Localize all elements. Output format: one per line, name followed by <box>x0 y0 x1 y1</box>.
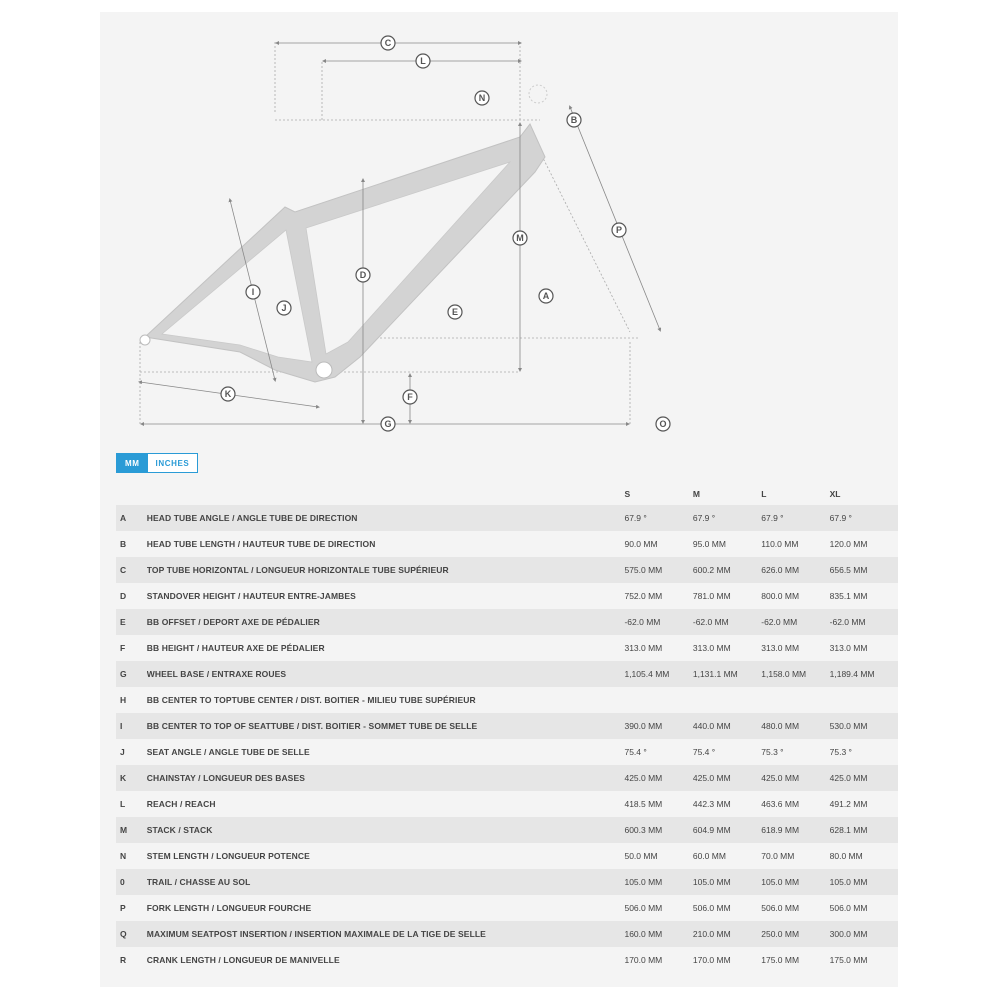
row-value-s: 600.3 MM <box>624 825 663 835</box>
row-value-s: 50.0 MM <box>624 851 658 861</box>
svg-text:I: I <box>251 287 255 297</box>
row-value-xl: 835.1 MM <box>829 591 868 601</box>
row-label: FORK LENGTH / LONGUEUR FOURCHE <box>146 903 312 913</box>
size-header-xl: XL <box>829 489 841 499</box>
row-value-m: 604.9 MM <box>692 825 731 835</box>
row-value-xl: 175.0 MM <box>829 955 868 965</box>
row-key: A <box>120 513 127 523</box>
row-value-s: 160.0 MM <box>624 929 663 939</box>
svg-text:M: M <box>516 233 524 243</box>
table-row <box>116 609 898 635</box>
marker-i <box>246 285 260 299</box>
row-value-l: 1,158.0 MM <box>761 669 807 679</box>
row-label: STACK / STACK <box>146 825 213 835</box>
marker-d <box>356 268 370 282</box>
table-row <box>116 713 898 739</box>
row-key: Q <box>120 929 127 939</box>
marker-g <box>381 417 395 431</box>
row-value-s: 75.4 ° <box>624 747 647 757</box>
row-value-xl: 313.0 MM <box>829 643 868 653</box>
marker-j <box>277 301 291 315</box>
row-value-l: 250.0 MM <box>761 929 800 939</box>
row-value-l: 506.0 MM <box>761 903 800 913</box>
row-label: BB HEIGHT / HAUTEUR AXE DE PÉDALIER <box>146 643 325 653</box>
unit-inches-button[interactable]: INCHES <box>148 454 198 472</box>
svg-text:O: O <box>659 419 667 429</box>
table-row <box>116 557 898 583</box>
row-value-l: 480.0 MM <box>761 721 800 731</box>
row-key: R <box>120 955 127 965</box>
row-key: H <box>120 695 127 705</box>
row-value-l: 626.0 MM <box>761 565 800 575</box>
row-value-xl: -62.0 MM <box>829 617 866 627</box>
table-row <box>116 921 898 947</box>
row-label: SEAT ANGLE / ANGLE TUBE DE SELLE <box>146 747 310 757</box>
svg-text:A: A <box>542 291 550 301</box>
row-value-m: 75.4 ° <box>692 747 716 757</box>
row-value-xl: 120.0 MM <box>829 539 868 549</box>
frame-geometry-diagram <box>100 12 898 442</box>
svg-text:L: L <box>420 56 426 66</box>
table-row <box>116 583 898 609</box>
table-row <box>116 687 898 713</box>
row-value-xl: 105.0 MM <box>829 877 868 887</box>
table-row <box>116 843 898 869</box>
row-value-m: 210.0 MM <box>692 929 731 939</box>
table-row <box>116 661 898 687</box>
row-label: BB OFFSET / DEPORT AXE DE PÉDALIER <box>146 617 320 627</box>
row-value-m: 313.0 MM <box>692 643 731 653</box>
row-value-m: 60.0 MM <box>692 851 726 861</box>
table-body <box>116 505 898 973</box>
row-value-l: 75.3 ° <box>761 747 784 757</box>
row-value-xl: 628.1 MM <box>829 825 868 835</box>
row-key: L <box>120 799 126 809</box>
svg-text:C: C <box>384 38 392 48</box>
row-value-s: 506.0 MM <box>624 903 663 913</box>
row-key: D <box>120 591 127 601</box>
row-value-m: 170.0 MM <box>692 955 731 965</box>
table-row <box>116 869 898 895</box>
row-key: P <box>120 903 126 913</box>
row-value-m: 67.9 ° <box>692 513 716 523</box>
table-row <box>116 635 898 661</box>
svg-text:B: B <box>570 115 578 125</box>
row-value-xl: 300.0 MM <box>829 929 868 939</box>
size-header-l: L <box>761 489 767 499</box>
row-value-l: 175.0 MM <box>761 955 800 965</box>
row-label: BB CENTER TO TOPTUBE CENTER / DIST. BOITIER - MILIEU TUBE SUPÉRIEUR <box>146 695 476 705</box>
row-key: K <box>120 773 127 783</box>
row-label: HEAD TUBE LENGTH / HAUTEUR TUBE DE DIRECTION <box>146 539 376 549</box>
row-value-m: 440.0 MM <box>692 721 731 731</box>
row-value-s: 67.9 ° <box>624 513 647 523</box>
marker-n <box>475 91 489 105</box>
row-label: STEM LENGTH / LONGUEUR POTENCE <box>146 851 310 861</box>
row-key: B <box>120 539 127 549</box>
row-value-xl: 530.0 MM <box>829 721 868 731</box>
size-header-m: M <box>692 489 700 499</box>
row-key: E <box>120 617 126 627</box>
unit-mm-button[interactable]: MM <box>117 454 148 472</box>
row-value-xl: 80.0 MM <box>829 851 863 861</box>
marker-p <box>612 223 626 237</box>
row-value-xl: 1,189.4 MM <box>829 669 875 679</box>
svg-text:N: N <box>478 93 486 103</box>
table-row <box>116 739 898 765</box>
row-key: I <box>120 721 123 731</box>
row-value-m: 600.2 MM <box>692 565 731 575</box>
marker-b <box>567 113 581 127</box>
marker-m <box>513 231 527 245</box>
bike-frame <box>140 85 547 382</box>
row-value-s: 105.0 MM <box>624 877 663 887</box>
row-value-s: 170.0 MM <box>624 955 663 965</box>
row-label: HEAD TUBE ANGLE / ANGLE TUBE DE DIRECTION <box>146 513 358 523</box>
marker-o <box>656 417 670 431</box>
row-label: BB CENTER TO TOP OF SEATTUBE / DIST. BOITIER - SOMMET TUBE DE SELLE <box>146 721 478 731</box>
row-value-xl: 656.5 MM <box>829 565 868 575</box>
row-value-s: 425.0 MM <box>624 773 663 783</box>
row-value-l: 463.6 MM <box>761 799 800 809</box>
row-value-m: 506.0 MM <box>692 903 731 913</box>
row-value-s: 1,105.4 MM <box>624 669 670 679</box>
marker-k <box>221 387 235 401</box>
row-label: CHAINSTAY / LONGUEUR DES BASES <box>146 773 305 783</box>
row-label: MAXIMUM SEATPOST INSERTION / INSERTION MAXIMALE DE LA TIGE DE SELLE <box>146 929 486 939</box>
row-value-xl: 425.0 MM <box>829 773 868 783</box>
row-value-xl: 506.0 MM <box>829 903 868 913</box>
svg-text:K: K <box>224 389 232 399</box>
row-value-l: 800.0 MM <box>761 591 800 601</box>
row-value-s: 418.5 MM <box>624 799 663 809</box>
row-label: TOP TUBE HORIZONTAL / LONGUEUR HORIZONTALE TUBE SUPÉRIEUR <box>146 565 449 575</box>
row-value-l: 67.9 ° <box>761 513 784 523</box>
row-value-m: 95.0 MM <box>692 539 726 549</box>
size-header-s: S <box>624 489 631 499</box>
svg-text:D: D <box>359 270 367 280</box>
row-label: WHEEL BASE / ENTRAXE ROUES <box>146 669 287 679</box>
row-key: G <box>120 669 127 679</box>
row-value-s: 313.0 MM <box>624 643 663 653</box>
row-label: REACH / REACH <box>146 799 216 809</box>
row-label: TRAIL / CHASSE AU SOL <box>146 877 251 887</box>
row-value-xl: 491.2 MM <box>829 799 868 809</box>
row-value-l: 70.0 MM <box>761 851 795 861</box>
row-value-m: 1,131.1 MM <box>692 669 738 679</box>
row-key: M <box>120 825 128 835</box>
row-value-l: 618.9 MM <box>761 825 800 835</box>
svg-text:E: E <box>451 307 459 317</box>
row-value-s: 575.0 MM <box>624 565 663 575</box>
marker-c <box>381 36 395 50</box>
row-value-s: 752.0 MM <box>624 591 663 601</box>
table-row <box>116 947 898 973</box>
geometry-table <box>116 483 898 973</box>
row-value-m: 781.0 MM <box>692 591 731 601</box>
row-value-m: 442.3 MM <box>692 799 731 809</box>
svg-text:G: G <box>384 419 392 429</box>
svg-text:J: J <box>281 303 287 313</box>
row-value-s: -62.0 MM <box>624 617 661 627</box>
row-value-l: -62.0 MM <box>761 617 798 627</box>
marker-e <box>448 305 462 319</box>
unit-toggle <box>116 453 198 473</box>
table-row <box>116 895 898 921</box>
row-value-l: 425.0 MM <box>761 773 800 783</box>
row-value-l: 313.0 MM <box>761 643 800 653</box>
svg-text:F: F <box>407 392 413 402</box>
row-label: STANDOVER HEIGHT / HAUTEUR ENTRE-JAMBES <box>146 591 356 601</box>
table-row <box>116 531 898 557</box>
table-header-row <box>116 483 898 505</box>
row-value-l: 105.0 MM <box>761 877 800 887</box>
row-key: J <box>120 747 125 757</box>
row-value-s: 390.0 MM <box>624 721 663 731</box>
row-key: C <box>120 565 127 575</box>
row-label: CRANK LENGTH / LONGUEUR DE MANIVELLE <box>146 955 340 965</box>
marker-f <box>403 390 417 404</box>
svg-text:P: P <box>615 225 623 235</box>
row-value-xl: 75.3 ° <box>829 747 852 757</box>
marker-a <box>539 289 553 303</box>
row-value-m: -62.0 MM <box>692 617 729 627</box>
row-value-m: 425.0 MM <box>692 773 731 783</box>
table-row <box>116 817 898 843</box>
row-key: F <box>120 643 126 653</box>
table-row <box>116 505 898 531</box>
row-key: 0 <box>120 877 125 887</box>
table-row <box>116 791 898 817</box>
frame-diagram-svg <box>100 12 898 442</box>
table-row <box>116 765 898 791</box>
row-value-xl: 67.9 ° <box>829 513 852 523</box>
row-value-s: 90.0 MM <box>624 539 658 549</box>
marker-l <box>416 54 430 68</box>
row-key: N <box>120 851 127 861</box>
row-value-l: 110.0 MM <box>761 539 799 549</box>
row-value-m: 105.0 MM <box>692 877 731 887</box>
